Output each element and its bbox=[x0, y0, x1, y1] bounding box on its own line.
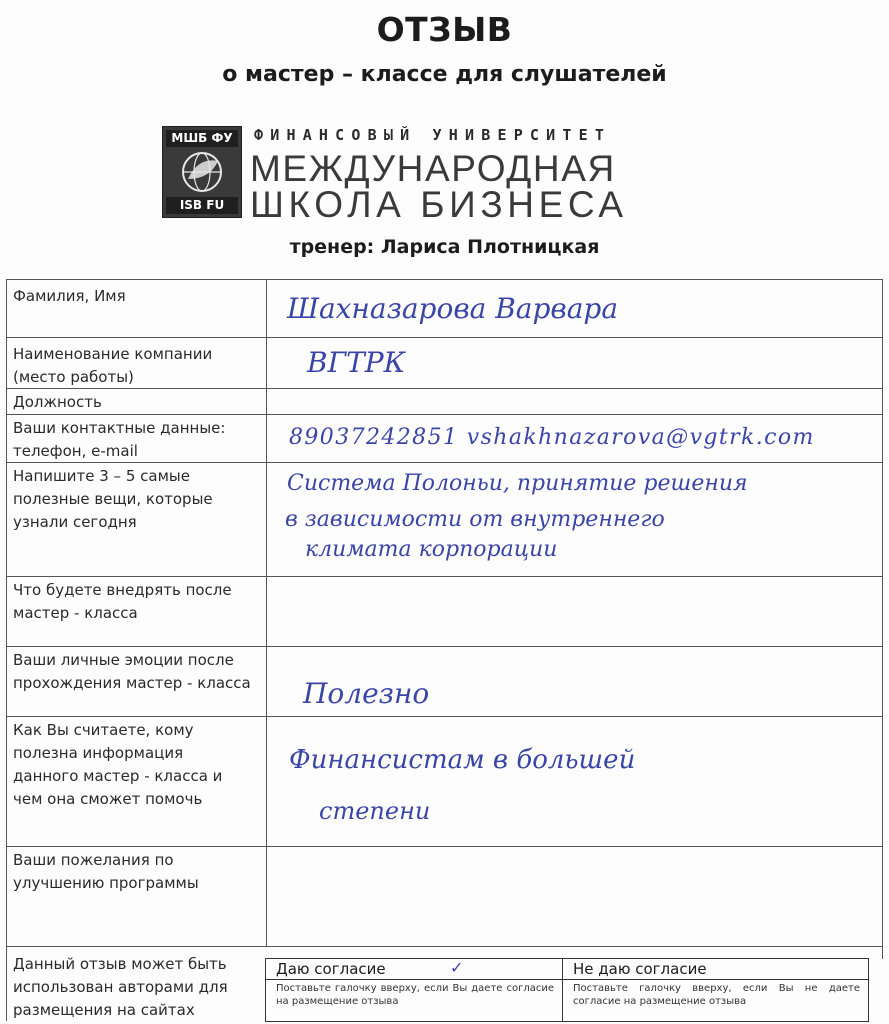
form-field-name[interactable] bbox=[266, 280, 883, 338]
consent-agree-note: Поставьте галочку вверху, если Вы даете согласие на размещение отзыва bbox=[276, 983, 554, 1007]
form-label: Ваши личные эмоции после прохождения мастер - класса bbox=[13, 651, 251, 692]
logo-line1: МЕЖДУНАРОДНАЯ bbox=[250, 148, 616, 189]
form-row-useful bbox=[6, 462, 883, 577]
form-field-position[interactable] bbox=[266, 389, 883, 415]
page-subtitle: о мастер – классе для слушателей bbox=[222, 62, 667, 87]
form-label: Данный отзыв может быть использован авторами для размещения на сайтах bbox=[13, 955, 228, 1019]
handwritten-line: степени bbox=[319, 797, 431, 825]
form-row-contacts bbox=[6, 414, 883, 463]
handwritten-line: Система Полоньи, принятие решения bbox=[287, 471, 748, 496]
logo-badge-top: МШБ ФУ bbox=[166, 130, 238, 147]
form-field-useful[interactable] bbox=[266, 463, 883, 577]
form-row-audience bbox=[6, 716, 883, 847]
form-label: Как Вы считаете, кому полезна информация данного мастер - класса и чем она сможет помочь bbox=[13, 721, 223, 808]
globe-leaf-icon bbox=[174, 149, 230, 195]
form-label: Напишите 3 – 5 самые полезные вещи, которые узнали сегодня bbox=[13, 467, 213, 531]
form-row-implement bbox=[6, 576, 883, 647]
form-label: Ваши контактные данные: телефон, e-mail bbox=[13, 419, 226, 460]
logo-university: ФИНАНСОВЫЙ УНИВЕРСИТЕТ bbox=[254, 126, 612, 144]
consent-agree-label: Даю согласие bbox=[266, 959, 562, 980]
form-row-company bbox=[6, 337, 883, 389]
form-label: Что будете внедрять после мастер - класса bbox=[13, 581, 232, 622]
handwritten-answer: 89037242851 vshakhnazarova@vgtrk.com bbox=[289, 425, 815, 450]
handwritten-answer: Шахназарова Варвара bbox=[287, 292, 619, 325]
form-field-implement[interactable] bbox=[266, 577, 883, 647]
trainer-name: тренер: Лариса Плотницкая bbox=[289, 236, 600, 258]
form-label: Наименование компании (место работы) bbox=[13, 345, 213, 386]
handwritten-line: в зависимости от внутреннего bbox=[285, 507, 665, 532]
form-label: Должность bbox=[13, 393, 102, 411]
logo-badge-bottom: ISB FU bbox=[166, 197, 238, 214]
handwritten-line: Финансистам в большей bbox=[289, 745, 636, 775]
form-row-position bbox=[6, 388, 883, 415]
checkmark-icon: ✓ bbox=[450, 958, 464, 977]
form-row-wishes bbox=[6, 846, 883, 947]
logo-badge bbox=[162, 126, 242, 218]
form-field-emotions[interactable] bbox=[266, 647, 883, 717]
consent-disagree-cell[interactable] bbox=[563, 959, 868, 1021]
consent-table bbox=[265, 958, 869, 1022]
form-field-audience[interactable] bbox=[266, 717, 883, 847]
school-logo bbox=[162, 126, 722, 224]
page-title: ОТЗЫВ bbox=[376, 10, 513, 49]
form-field-wishes[interactable] bbox=[266, 847, 883, 947]
logo-line2: ШКОЛА БИЗНЕСА bbox=[250, 184, 628, 225]
consent-disagree-note: Поставьте галочку вверху, если Вы не даете согласие на размещение отзыва bbox=[573, 983, 860, 1007]
consent-disagree-label: Не даю согласие bbox=[563, 959, 868, 980]
form-label: Ваши пожелания по улучшению программы bbox=[13, 851, 199, 892]
handwritten-answer: ВГТРК bbox=[307, 346, 406, 379]
consent-agree-cell[interactable] bbox=[266, 959, 563, 1021]
handwritten-answer: Полезно bbox=[303, 677, 430, 710]
form-row-name bbox=[6, 279, 883, 338]
form-field-contacts[interactable] bbox=[266, 415, 883, 463]
form-label: Фамилия, Имя bbox=[13, 287, 126, 305]
handwritten-line: климата корпорации bbox=[305, 537, 558, 562]
form-field-company[interactable] bbox=[266, 338, 883, 389]
form-row-emotions bbox=[6, 646, 883, 717]
